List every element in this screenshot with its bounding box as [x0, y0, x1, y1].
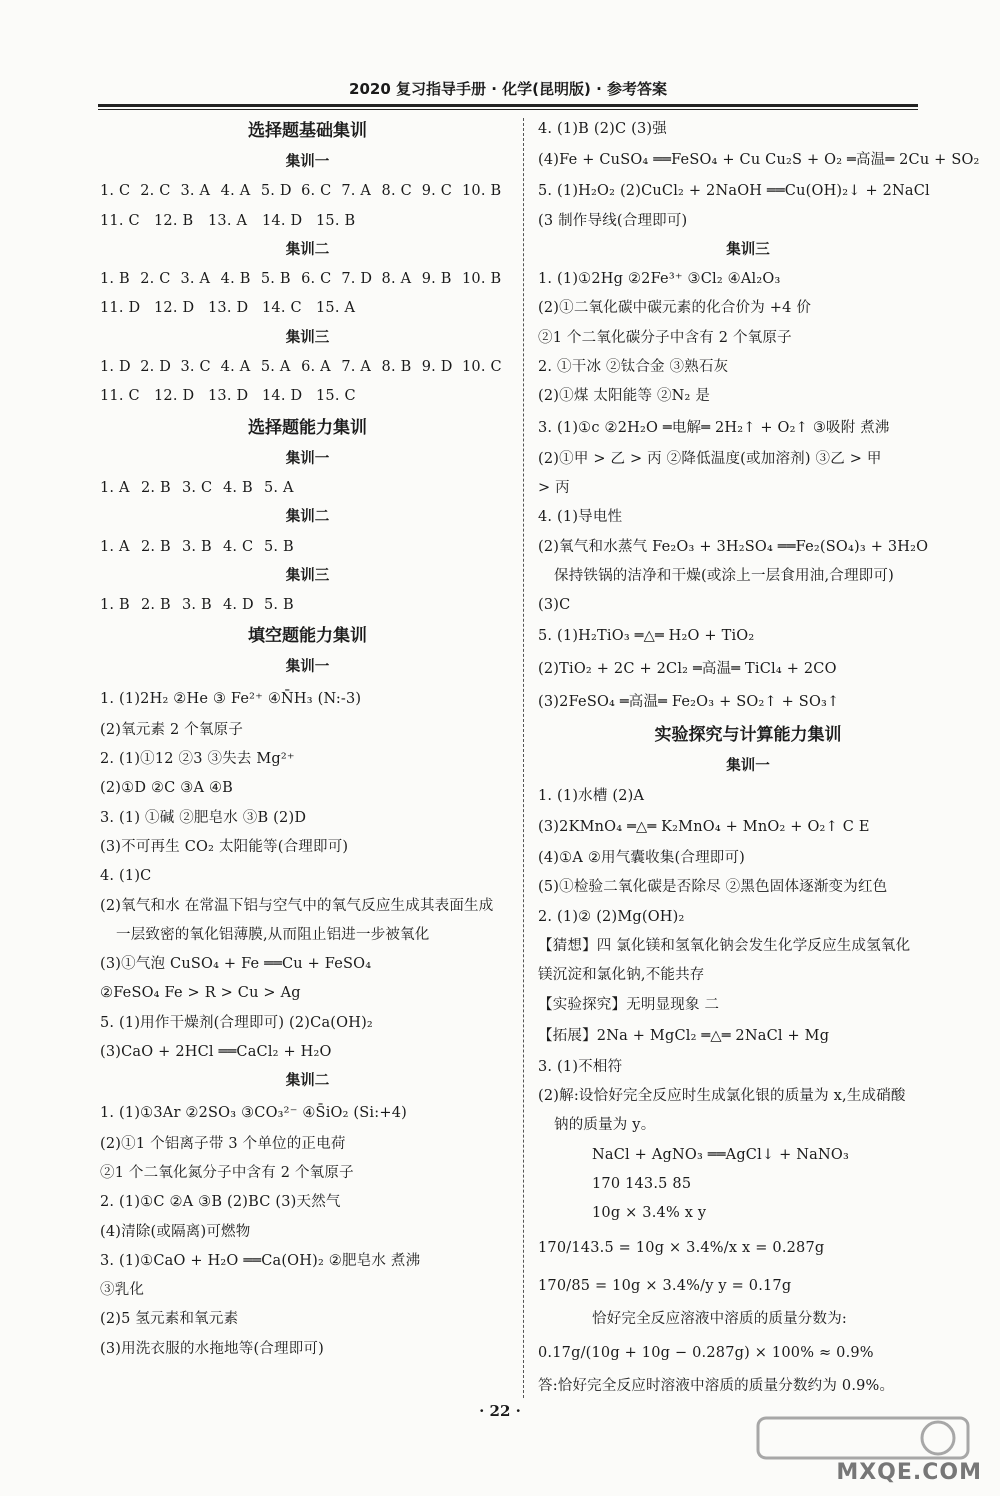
answer-cell: 8. C [381, 183, 412, 200]
answer-cell: 8. B [381, 359, 412, 376]
answer-line: 3. (1)不相符 [538, 1058, 623, 1075]
answer-line: 10g × 3.4% x y [592, 1205, 707, 1222]
answer-line: 2. (1)①12 ②3 ③失去 Mg²⁺ [100, 751, 295, 768]
answer-line: (3 制作导线(合理即可) [538, 212, 688, 229]
answer-line: (2)①煤 太阳能等 ②N₂ 是 [538, 388, 711, 405]
answer-line: 2. (1)② (2)Mg(OH)₂ [538, 908, 685, 925]
subsection-title: 集训一 [285, 659, 330, 676]
answer-line: (2)①甲 > 乙 > 丙 ②降低温度(或加溶剂) ③乙 > 甲 [538, 450, 882, 467]
answer-line: (5)①检验二氧化碳是否除尽 ②黑色固体逐渐变为红色 [538, 879, 888, 896]
answer-line: 3. (1) ①碱 ②肥皂水 ③B (2)D [100, 809, 307, 826]
answer-line: > 丙 [538, 479, 570, 496]
answer-cell: 5. B [264, 597, 294, 614]
subsection-title: 集训三 [726, 241, 770, 258]
answer-cell: 3. A [180, 183, 211, 200]
answer-line: ②FeSO₄ Fe > R > Cu > Ag [100, 985, 301, 1002]
answer-line: 4. (1)C [100, 868, 152, 885]
answer-line: 170/85 = 10g × 3.4%/y y = 0.17g [538, 1277, 792, 1294]
answer-line: (3)2KMnO₄ ═△═ K₂MnO₄ + MnO₂ + O₂↑ C E [538, 819, 870, 836]
answer-cell: 9. C [421, 183, 453, 200]
answer-cell: 10. B [461, 183, 502, 200]
answer-line: 3. (1)①c ②2H₂O ═电解═ 2H₂↑ + O₂↑ ③吸附 煮沸 [538, 419, 890, 436]
right-column [538, 115, 980, 1401]
answer-cell: 5. B [264, 538, 294, 555]
subsection-title: 集训一 [726, 758, 770, 775]
answer-cell: 13. D [208, 388, 249, 405]
answer-line: (2)①二氧化碳中碳元素的化合价为 +4 价 [538, 300, 812, 317]
answer-cell: 12. B [154, 212, 194, 229]
answer-cell: 1. A [100, 479, 130, 496]
answer-line: 1. (1)①2Hg ②2Fe³⁺ ③Cl₂ ④Al₂O₃ [538, 271, 781, 288]
answer-row [100, 382, 515, 411]
subsection-title: 集训三 [285, 567, 330, 584]
answer-cell: 14. C [262, 300, 302, 317]
answer-row [100, 533, 515, 562]
answer-cell: 2. B [141, 597, 171, 614]
header-rule-thick [98, 104, 918, 107]
answer-cell: 15. B [316, 212, 356, 229]
answer-line: (2)氧气和水 在常温下铝与空气中的氧气反应生成其表面生成 [100, 897, 494, 914]
answer-line: 5. (1)H₂O₂ (2)CuCl₂ + 2NaOH ══Cu(OH)₂↓ + 2NaCl [538, 183, 930, 200]
answer-cell: 14. D [262, 212, 303, 229]
answer-line: 钠的质量为 y。 [554, 1117, 656, 1134]
answer-cell: 15. C [316, 388, 356, 405]
section-title: 填空题能力集训 [248, 626, 367, 647]
answer-line: NaCl + AgNO₃ ══AgCl↓ + NaNO₃ [592, 1146, 849, 1163]
answer-cell: 9. B [421, 271, 452, 288]
answer-line: (3)用洗衣服的水拖地等(合理即可) [100, 1340, 324, 1357]
answer-row [100, 353, 515, 382]
subsection-title: 集训三 [285, 329, 330, 346]
answer-line: (2)①D ②C ③A ④B [100, 780, 234, 797]
answer-row [100, 207, 515, 236]
answer-row [100, 591, 515, 620]
subsection-title: 集训一 [285, 450, 330, 467]
answer-cell: 2. C [140, 183, 171, 200]
answer-line: (3)2FeSO₄ ═高温═ Fe₂O₃ + SO₂↑ + SO₃↑ [538, 694, 840, 711]
answer-line: 170/143.5 = 10g × 3.4%/x x = 0.287g [538, 1239, 825, 1256]
subsection-title: 集训一 [285, 154, 330, 170]
answer-cell: 1. B [100, 271, 130, 288]
answer-cell: 3. A [180, 271, 211, 288]
answer-line: 170 143.5 85 [592, 1176, 692, 1193]
answer-cell: 13. A [208, 212, 248, 229]
subsection-title: 集训二 [285, 1073, 330, 1090]
answer-cell: 13. D [208, 300, 249, 317]
answer-cell: 3. B [182, 597, 212, 614]
answer-line: 1. (1)①3Ar ②2SO₃ ③CO₃²⁻ ④S̄iO₂ (Si:+4) [100, 1104, 407, 1121]
answer-line: (2)TiO₂ + 2C + 2Cl₂ ═高温═ TiCl₄ + 2CO [538, 661, 837, 678]
answer-line: (2)解:设恰好完全反应时生成氯化银的质量为 x,生成硝酸 [538, 1088, 906, 1105]
answer-line: 1. (1)水槽 (2)A [538, 787, 645, 804]
answer-line: (3)①气泡 CuSO₄ + Fe ══Cu + FeSO₄ [100, 956, 372, 973]
answer-cell: 7. A [341, 359, 372, 376]
answer-cell: 4. B [223, 479, 253, 496]
answer-line: 【猜想】四 氯化镁和氢氧化钠会发生化学反应生成氢氧化 [538, 937, 911, 954]
watermark-text: MXQE.COM [836, 1460, 982, 1485]
answer-line: 4. (1)B (2)C (3)强 [538, 121, 667, 137]
answer-line: (2)氧气和水蒸气 Fe₂O₃ + 3H₂SO₄ ══Fe₂(SO₄)₃ + 3H₂O [538, 538, 929, 555]
answer-cell: 1. B [100, 597, 130, 614]
answer-cell: 11. D [100, 300, 141, 317]
answer-cell: 1. D [100, 359, 131, 376]
answer-row [100, 294, 515, 323]
answer-cell: 4. A [220, 183, 251, 200]
answer-line: 1. (1)2H₂ ②He ③ Fe²⁺ ④N̄H₃ (N:-3) [100, 690, 362, 707]
answer-cell: 6. C [301, 271, 332, 288]
answer-line: (4)①A ②用气囊收集(合理即可) [538, 850, 746, 867]
answer-cell: 11. C [100, 212, 140, 229]
answer-line: ②1 个二氧化碳分子中含有 2 个氧原子 [538, 329, 792, 346]
answer-cell: 6. C [301, 183, 332, 200]
answer-cell: 2. D [140, 359, 172, 376]
answer-line: 3. (1)①CaO + H₂O ══Ca(OH)₂ ②肥皂水 煮沸 [100, 1252, 421, 1269]
answer-cell: 4. C [223, 538, 254, 555]
answer-line: ②1 个二氧化氮分子中含有 2 个氧原子 [100, 1164, 354, 1181]
answer-line: 2. (1)①C ②A ③B (2)BC (3)天然气 [100, 1194, 341, 1211]
answer-row [100, 474, 515, 503]
answer-cell: 5. D [260, 183, 292, 200]
column-separator [523, 118, 524, 1398]
answer-line: (4)清除(或隔离)可燃物 [100, 1223, 251, 1240]
answer-line: 5. (1)H₂TiO₃ ═△═ H₂O + TiO₂ [538, 628, 755, 645]
answer-row [100, 265, 515, 294]
answer-line: (2)氧元素 2 个氧原子 [100, 721, 244, 738]
subsection-title: 集训二 [285, 241, 330, 258]
section-title: 选择题基础集训 [248, 121, 367, 141]
answer-cell: 14. D [262, 388, 303, 405]
answer-line: (3)CaO + 2HCl ══CaCl₂ + H₂O [100, 1044, 332, 1061]
answer-line: 【拓展】2Na + MgCl₂ ═△═ 2NaCl + Mg [538, 1027, 830, 1044]
answer-line: 2. ①干冰 ②钛合金 ③熟石灰 [538, 359, 729, 376]
answer-cell: 4. B [220, 271, 251, 288]
answer-line: (3)不可再生 CO₂ 太阳能等(合理即可) [100, 838, 349, 855]
section-title: 实验探究与计算能力集训 [654, 725, 842, 746]
answer-cell: 3. C [182, 479, 213, 496]
answer-cell: 1. C [100, 183, 131, 200]
answer-cell: 5. A [264, 479, 294, 496]
answer-cell: 2. B [141, 538, 171, 555]
answer-row [100, 177, 515, 206]
answer-cell: 12. D [154, 388, 195, 405]
answer-line: 0.17g/(10g + 10g − 0.287g) × 100% ≈ 0.9% [538, 1344, 874, 1361]
answer-cell: 2. B [141, 479, 171, 496]
answer-line: 保持铁锅的洁净和干燥(或涂上一层食用油,合理即可) [554, 567, 894, 584]
answer-cell: 3. C [180, 359, 211, 376]
answer-cell: 7. D [341, 271, 373, 288]
answer-cell: 9. D [421, 359, 453, 376]
answer-line: ③乳化 [100, 1282, 145, 1299]
answer-line: (2)5 氢元素和氧元素 [100, 1311, 239, 1328]
section-title: 选择题能力集训 [248, 417, 367, 438]
header-rule-thin [98, 109, 918, 110]
answer-cell: 12. D [154, 300, 195, 317]
answer-cell: 2. C [140, 271, 171, 288]
answer-cell: 5. A [260, 359, 291, 376]
answer-cell: 3. B [182, 538, 212, 555]
answer-line: 4. (1)导电性 [538, 509, 623, 526]
answer-cell: 4. A [220, 359, 251, 376]
answer-cell: 7. A [341, 183, 372, 200]
answer-cell: 10. B [461, 271, 502, 288]
answer-cell: 11. C [100, 388, 140, 405]
answer-line: 镁沉淀和氯化钠,不能共存 [538, 967, 705, 984]
answer-cell: 10. C [461, 359, 502, 376]
answer-line: (2)①1 个铝离子带 3 个单位的正电荷 [100, 1135, 346, 1152]
answer-line: (4)Fe + CuSO₄ ══FeSO₄ + Cu Cu₂S + O₂ ═高温═ 2Cu + SO₂ [538, 152, 980, 169]
answer-cell: 6. A [301, 359, 331, 376]
answer-cell: 15. A [316, 300, 356, 317]
answer-line: 一层致密的氧化铝薄膜,从而阻止铝进一步被氧化 [116, 926, 430, 943]
subsection-title: 集训二 [285, 509, 330, 526]
answer-line: 答:恰好完全反应时溶液中溶质的质量分数约为 0.9%。 [538, 1377, 895, 1394]
answer-line: 【实验探究】无明显现象 二 [538, 996, 720, 1013]
answer-cell: 4. D [223, 597, 254, 614]
answer-line: 5. (1)用作干燥剂(合理即可) (2)Ca(OH)₂ [100, 1014, 373, 1031]
answer-line: 恰好完全反应溶液中溶质的质量分数为: [592, 1310, 847, 1327]
answer-cell: 1. A [100, 538, 130, 555]
page-header: 2020 复习指导手册 · 化学(昆明版) · 参考答案 [349, 80, 667, 98]
answer-cell: 5. B [260, 271, 291, 288]
answer-cell: 8. A [381, 271, 412, 288]
left-column [100, 115, 515, 1364]
answer-line: (3)C [538, 597, 571, 614]
page-number: · 22 · [479, 1402, 521, 1420]
